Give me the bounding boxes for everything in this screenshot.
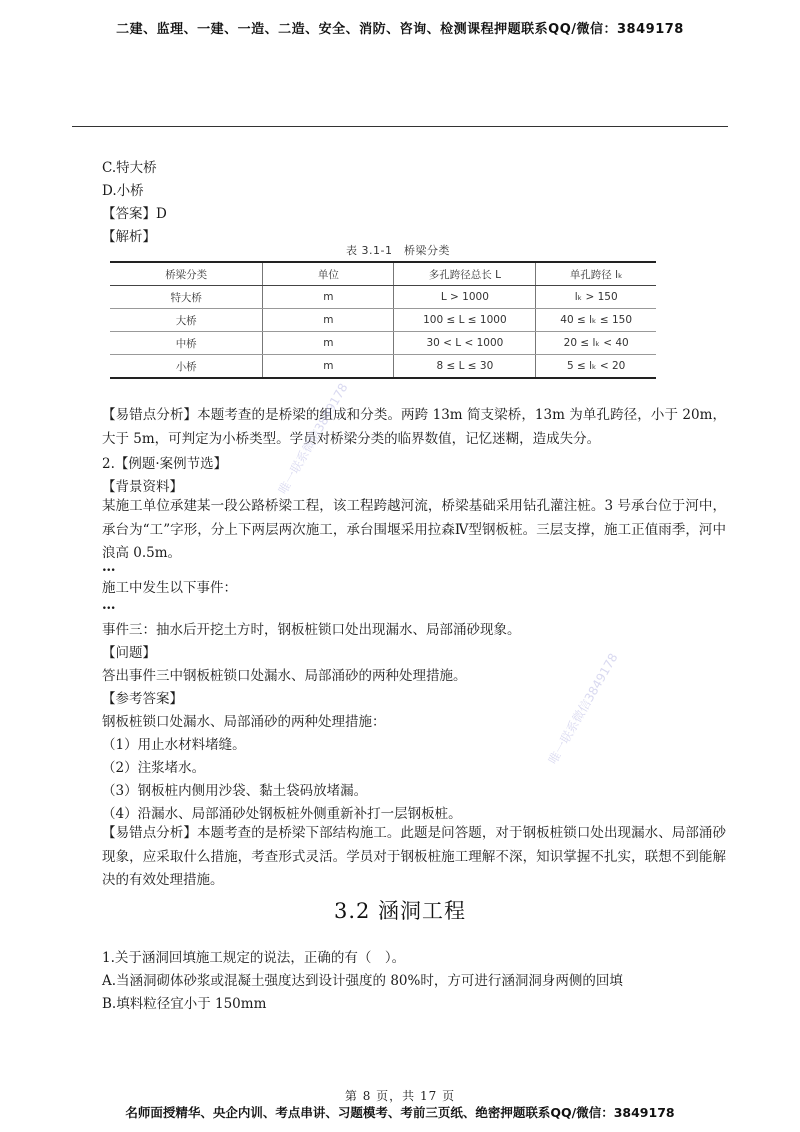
table-cell: m — [263, 286, 394, 309]
question-text: 答出事件三中钢板桩锁口处漏水、局部涌砂的两种处理措施。 — [102, 668, 467, 684]
measure-2: （2）注浆堵水。 — [102, 760, 206, 776]
watermark: 唯一联系微信3849178 — [545, 650, 621, 767]
example-heading: 2.【例题·案例节选】 — [102, 456, 228, 472]
event-3: 事件三：抽水后开挖土方时，钢板桩锁口处出现漏水、局部涌砂现象。 — [102, 622, 521, 638]
table-row — [110, 355, 656, 379]
table-cell: 30 < L < 1000 — [394, 332, 536, 355]
table-header-cell: 单位 — [263, 262, 394, 286]
question2-stem: 1.关于涵洞回填施工规定的说法，正确的有（ ）。 — [102, 950, 406, 966]
bridge-classification-table — [110, 242, 656, 379]
error-analysis-1: 【易错点分析】本题考查的是桥梁的组成和分类。两跨 13m 简支梁桥，13m 为单孔跨径，小于 20m，大于 5m，可判定为小桥类型。学员对桥梁分类的临界数值，记忆迷糊，造成失分。 — [102, 407, 726, 447]
table-cell: m — [263, 355, 394, 379]
option-c: C.特大桥 — [102, 160, 157, 176]
table-cell: 20 ≤ lₖ < 40 — [536, 332, 656, 355]
table-cell: 小桥 — [110, 355, 263, 379]
table-cell: 100 ≤ L ≤ 1000 — [394, 309, 536, 332]
table-row — [110, 286, 656, 309]
table-row — [110, 332, 656, 355]
events-intro: 施工中发生以下事件： — [102, 580, 237, 596]
analysis-label: 【解析】 — [102, 229, 156, 245]
page-header: 二建、监理、一建、一造、二造、安全、消防、咨询、检测课程押题联系QQ/微信：3849178 — [116, 22, 684, 37]
table-header-cell: 桥梁分类 — [110, 262, 263, 286]
table — [110, 261, 656, 379]
ref-answer-label: 【参考答案】 — [102, 691, 183, 707]
measure-1: （1）用止水材料堵缝。 — [102, 737, 246, 753]
table-cell: 40 ≤ lₖ ≤ 150 — [536, 309, 656, 332]
page-number: 第 8 页，共 17 页 — [344, 1089, 456, 1103]
table-cell: 大桥 — [110, 309, 263, 332]
ref-answer-intro: 钢板桩锁口处漏水、局部涌砂的两种处理措施： — [102, 714, 386, 730]
table-cell: 特大桥 — [110, 286, 263, 309]
background-label: 【背景资料】 — [102, 479, 183, 495]
table-cell: m — [263, 332, 394, 355]
measure-3: （3）钢板桩内侧用沙袋、黏土袋码放堵漏。 — [102, 783, 368, 799]
table-header-cell: 单孔跨径 lₖ — [536, 262, 656, 286]
question-label: 【问题】 — [102, 645, 156, 661]
table-header-cell: 多孔跨径总长 L — [394, 262, 536, 286]
table-cell: 中桥 — [110, 332, 263, 355]
measure-4: （4）沿漏水、局部涌砂处钢板桩外侧重新补打一层钢板桩。 — [102, 806, 462, 822]
table-cell: L > 1000 — [394, 286, 536, 309]
table-cell: 5 ≤ lₖ < 20 — [536, 355, 656, 379]
section-title: 3.2 涵洞工程 — [333, 899, 467, 923]
question2-option-a: A.当涵洞砌体砂浆或混凝土强度达到设计强度的 80%时，方可进行涵洞洞身两侧的回填 — [102, 973, 623, 989]
ellipsis-1: … — [102, 559, 117, 575]
table-title: 表 3.1-1 桥梁分类 — [346, 244, 450, 257]
table-row — [110, 309, 656, 332]
question2-option-b: B.填料粒径宜小于 150mm — [102, 996, 267, 1012]
ellipsis-2: … — [102, 597, 117, 613]
answer: 【答案】D — [102, 206, 167, 222]
page-footer: 名师面授精华、央企内训、考点串讲、习题模考、考前三页纸、绝密押题联系QQ/微信：3849178 — [125, 1105, 675, 1120]
watermark: 唯一联系微信3849178 — [275, 380, 351, 497]
table-cell: 8 ≤ L ≤ 30 — [394, 355, 536, 379]
option-d: D.小桥 — [102, 183, 144, 199]
background-text: 某施工单位承建某一段公路桥梁工程，该工程跨越河流，桥梁基础采用钻孔灌注桩。3 号承台位于河中，承台为“工”字形，分上下两层两次施工，承台围堰采用拉森Ⅳ型钢板桩。三层支撑，施工正值雨季，河中浪高 0.5m。 — [102, 498, 726, 561]
header-rule — [72, 126, 728, 127]
table-cell: m — [263, 309, 394, 332]
table-cell: lₖ > 150 — [536, 286, 656, 309]
error-analysis-2: 【易错点分析】本题考查的是桥梁下部结构施工。此题是问答题，对于钢板桩锁口处出现漏水、局部涌砂现象，应采取什么措施，考查形式灵活。学员对于钢板桩施工理解不深，知识掌握不扎实，联想不到能解决的有效处理措施。 — [102, 825, 726, 888]
table-header-row — [110, 262, 656, 286]
